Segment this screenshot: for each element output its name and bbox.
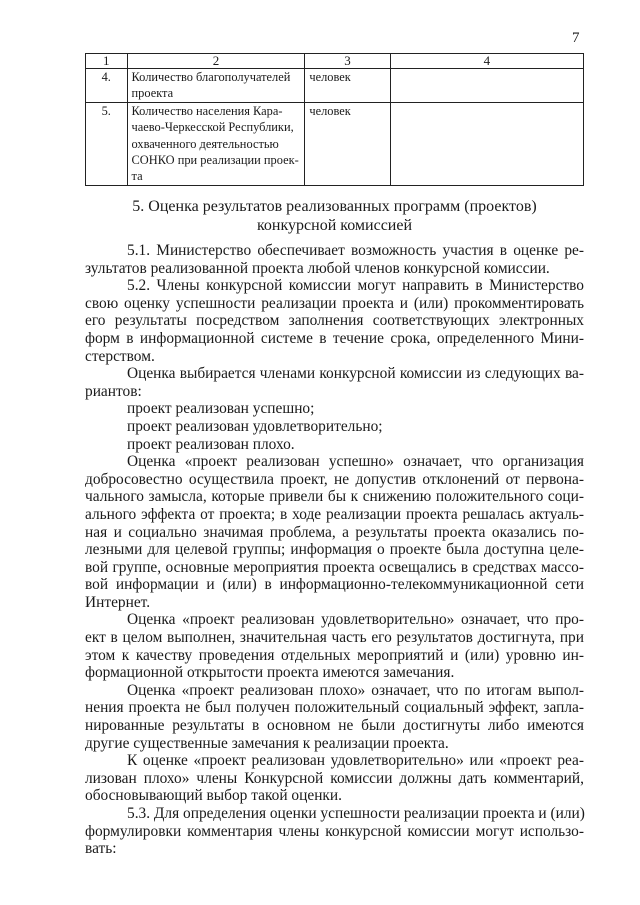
paragraph-line: ект в целом выполнен, значительная часть его результатов достигнута, при xyxy=(85,629,584,647)
indicator-name xyxy=(127,102,305,185)
paragraph xyxy=(85,418,584,436)
paragraph-line: риантов: xyxy=(85,382,142,400)
indicator-value xyxy=(390,69,583,103)
table-row xyxy=(86,69,584,103)
paragraph xyxy=(85,242,584,277)
indicator-name-line: СОНКО при реализации проек- xyxy=(131,153,299,168)
paragraph-line: проект реализован плохо. xyxy=(127,435,295,453)
indicator-value xyxy=(390,102,583,185)
paragraph xyxy=(85,277,584,365)
indicator-name-line: чаево-Черкесской Республики, xyxy=(131,120,294,135)
paragraph-line: проект реализован успешно; xyxy=(127,400,315,418)
table-header-cell: 3 xyxy=(305,54,390,69)
paragraph-line: его результаты посредством заполнения соответствующих электронных xyxy=(85,312,584,330)
paragraph-line: обосновывающий выбор такой оценки. xyxy=(85,787,342,805)
table-header-cell: 4 xyxy=(390,54,583,69)
paragraph xyxy=(85,752,584,805)
paragraph-line: чального замысла, которые привели бы к снижению положительного соци- xyxy=(85,488,584,506)
indicator-unit: человек xyxy=(305,69,390,103)
paragraph xyxy=(85,805,584,858)
paragraph-line: форм в информационной системе в течение срока, определенного Мини- xyxy=(85,329,584,347)
paragraph xyxy=(85,682,584,752)
indicator-name-line: та xyxy=(131,169,143,184)
indicator-name-line: Количество населения Кара- xyxy=(131,103,283,118)
section-title xyxy=(85,197,584,235)
paragraph-line: стерством. xyxy=(85,347,155,365)
paragraph-line: Оценка «проект реализован успешно» означает, что организация xyxy=(127,453,584,471)
paragraph xyxy=(85,400,584,418)
indicator-name-line: Количество благополучателей xyxy=(131,70,291,84)
paragraph-line: 5.3. Для определения оценки успешности реализации проекта и (или) xyxy=(127,805,585,822)
paragraph xyxy=(85,453,584,611)
paragraph-line: вой группе, основные мероприятия проекта освещались в средствах массо- xyxy=(85,558,584,576)
paragraph-line: зультатов реализованной проекта любой членов конкурсной комиссии. xyxy=(85,259,550,277)
paragraph-line: формационной открытости проекта имеются замечания. xyxy=(85,664,455,682)
row-number: 4. xyxy=(86,69,128,103)
paragraph xyxy=(85,436,584,454)
paragraph-line: вой информации и (или) в информационно-телекоммуникационной сети xyxy=(85,576,584,594)
indicator-name-line: проекта xyxy=(131,86,174,101)
paragraph-line: 5.2. Члены конкурсной комиссии могут направить в Министерство xyxy=(127,277,584,295)
paragraph xyxy=(85,611,584,681)
paragraph-line: нированные результаты в основном не были достигнуты либо имеются xyxy=(85,717,584,735)
paragraph-line: этом к качеству проведения отдельных мероприятий и (или) уровню ин- xyxy=(85,646,584,664)
page-number: 7 xyxy=(572,30,580,46)
indicator-name xyxy=(127,69,305,103)
paragraph-line: К оценке «проект реализован удовлетворительно» или «проект реа- xyxy=(127,752,584,770)
paragraph-line: ная и социально значимая проблема, а результаты проекта оказались по- xyxy=(85,523,584,541)
paragraph-line: Оценка выбирается членами конкурсной комиссии из следующих ва- xyxy=(127,365,584,383)
paragraph xyxy=(85,365,584,400)
paragraph-line: Интернет. xyxy=(85,593,151,611)
paragraph-line: ального эффекта от проекта; в ходе реализации проекта решалась актуаль- xyxy=(85,505,584,523)
paragraph-line: Оценка «проект реализован удовлетворительно» означает, что про- xyxy=(127,611,584,629)
paragraph-line: формулировки комментария члены конкурсной комиссии могут использо- xyxy=(85,822,584,840)
paragraph-line: добросовестно осуществила проект, не допустив отклонений от первона- xyxy=(85,470,584,488)
paragraph-line: вать: xyxy=(85,840,117,858)
section-title-line: конкурсной комиссией xyxy=(256,217,413,234)
table-header-cell: 1 xyxy=(86,54,128,69)
paragraph-line: 5.1. Министерство обеспечивает возможность участия в оценке ре- xyxy=(127,242,584,259)
paragraph-line: лезными для целевой группы; информация о проекте была доступна целе- xyxy=(85,541,584,559)
paragraph-line: другие существенные замечания к реализации проекта. xyxy=(85,734,449,752)
indicator-name-line: охваченного деятельностью xyxy=(131,136,279,151)
paragraph-line: проект реализован удовлетворительно; xyxy=(127,417,383,435)
row-number: 5. xyxy=(86,102,128,185)
section-title-line: 5. Оценка результатов реализованных программ (проектов) xyxy=(132,198,537,215)
indicator-unit: человек xyxy=(305,102,390,185)
table-header-row xyxy=(86,54,584,69)
indicators-table xyxy=(85,53,584,186)
table-row xyxy=(86,102,584,185)
body-text xyxy=(85,242,584,858)
paragraph-line: Оценка «проект реализован плохо» означает, что по итогам выпол- xyxy=(127,681,584,699)
paragraph-line: лизован плохо» члены Конкурсной комиссии должны дать комментарий, xyxy=(85,769,584,787)
table-header-cell: 2 xyxy=(127,54,305,69)
paragraph-line: свою оценку успешности реализации проекта и (или) прокомментировать xyxy=(85,294,584,312)
paragraph-line: нения проекта не был получен положительный социальный эффект, запла- xyxy=(85,699,584,717)
